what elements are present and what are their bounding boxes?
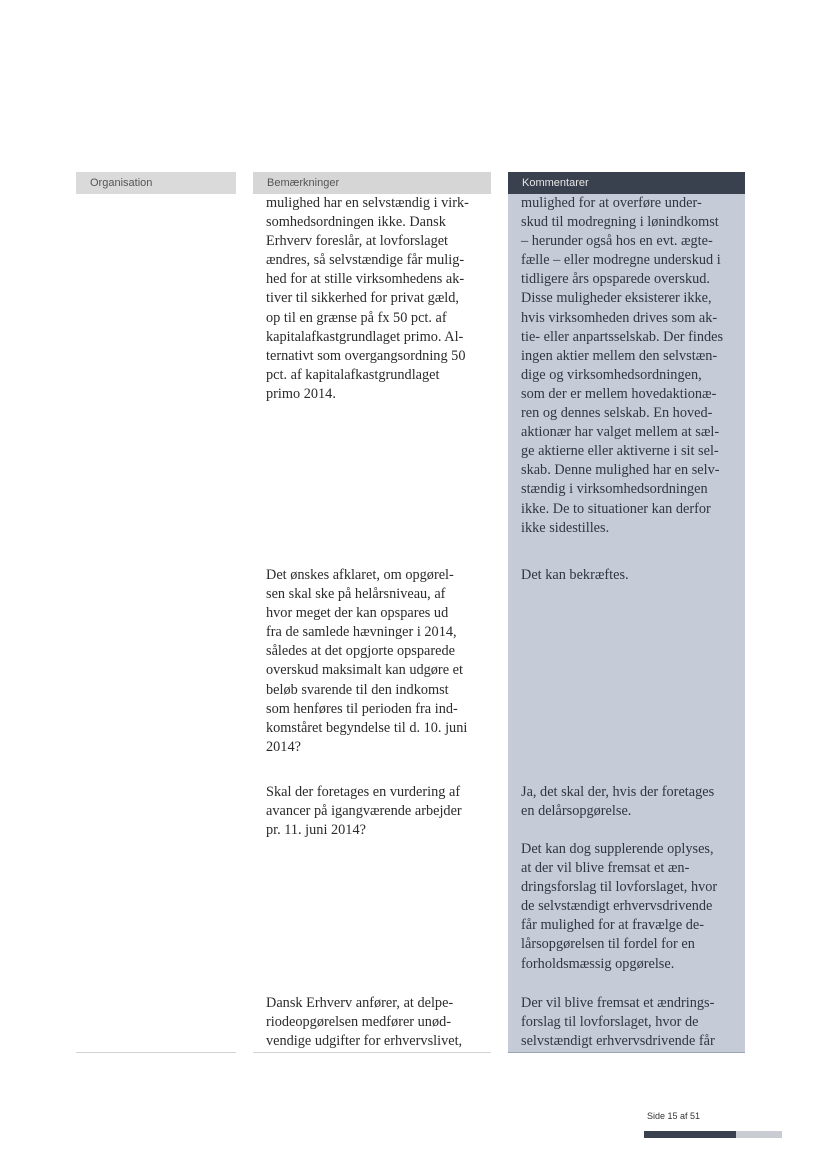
footer-bar-dark <box>644 1131 736 1138</box>
kommentar-paragraph: Det kan dog supplerende oplyses, at der vil blive fremsat et æn- dringsforslag til lovforslaget, hvor de selvstændigt erhvervsdrivende får mulighed for at fravælge de- lårsopgørelsen til fordel for en forholdsmæssig opgørelse. <box>521 841 718 972</box>
bemaerkning-paragraph: mulighed har en selvstændig i virk- somhedsordningen ikke. Dansk Erhverv foreslår, at lovforslaget ændres, så selvstændige får mulig- hed for at stille virksomhedens ak- tiver til sikkerhed for privat gæld, op til en grænse på fx 50 pct. af kapitalafkastgrundlaget primo. Al- ternativt som overgangsordning 50 pct. af kapitalafkastgrundlaget primo 2014. <box>266 195 469 402</box>
header-kommentarer: Kommentarer <box>508 172 745 194</box>
header-organisation: Organisation <box>76 172 236 194</box>
bemaerkninger-column <box>253 194 491 1052</box>
header-bemaerkninger: Bemærkninger <box>253 172 491 194</box>
bemaerkning-paragraph: Skal der foretages en vurdering af avancer på igangværende arbejder pr. 11. juni 2014? <box>266 784 462 839</box>
column-divider <box>253 1052 491 1053</box>
bemaerkning-paragraph: Det ønskes afklaret, om opgørel- sen skal ske på helårsniveau, af hvor meget der kan opspares ud fra de samlede hævninger i 2014, således at det opgjorte opsparede overskud maksimalt kan udgøre et beløb svarende til den indkomst som henføres til perioden fra ind- komståret begyndelse til d. 10. juni 2014? <box>266 567 468 755</box>
page-number: Side 15 af 51 <box>647 1111 701 1121</box>
organisation-column <box>76 194 236 1052</box>
column-divider <box>508 1052 745 1053</box>
column-divider <box>76 1052 236 1053</box>
kommentar-paragraph: Det kan bekræftes. <box>521 567 629 583</box>
footer-bar-light <box>736 1131 782 1138</box>
kommentar-paragraph: Der vil blive fremsat et ændrings- forslag til lovforslaget, hvor de selvstændigt erhvervsdrivende får <box>521 995 715 1050</box>
bemaerkning-paragraph: Dansk Erhverv anfører, at delpe- riodeopgørelsen medfører unød- vendige udgifter for erhvervslivet, <box>266 995 463 1050</box>
kommentar-paragraph: mulighed for at overføre under- skud til modregning i lønindkomst – herunder også hos en evt. ægte- fælle – eller modregne underskud i tidligere års opsparede overskud. Disse muligheder eksisterer ikke, hvis virksomheden drives som ak- tie- eller anpartsselskab. Der findes ingen aktier mellem den selvstæn- dige og virksomhedsordningen, som der er mellem hovedaktionæ- ren og dennes selskab. En hoved- aktionær har valget mellem at sæl- ge aktierne eller aktiverne i sit sel- skab. Denne mulighed har en selv- stændig i virksomhedsordningen ikke. De to situationer kan derfor ikke sidestilles. <box>521 195 724 536</box>
kommentar-paragraph: Ja, det skal der, hvis der foretages en delårsopgørelse. <box>521 784 715 820</box>
kommentarer-text <box>508 194 745 1052</box>
